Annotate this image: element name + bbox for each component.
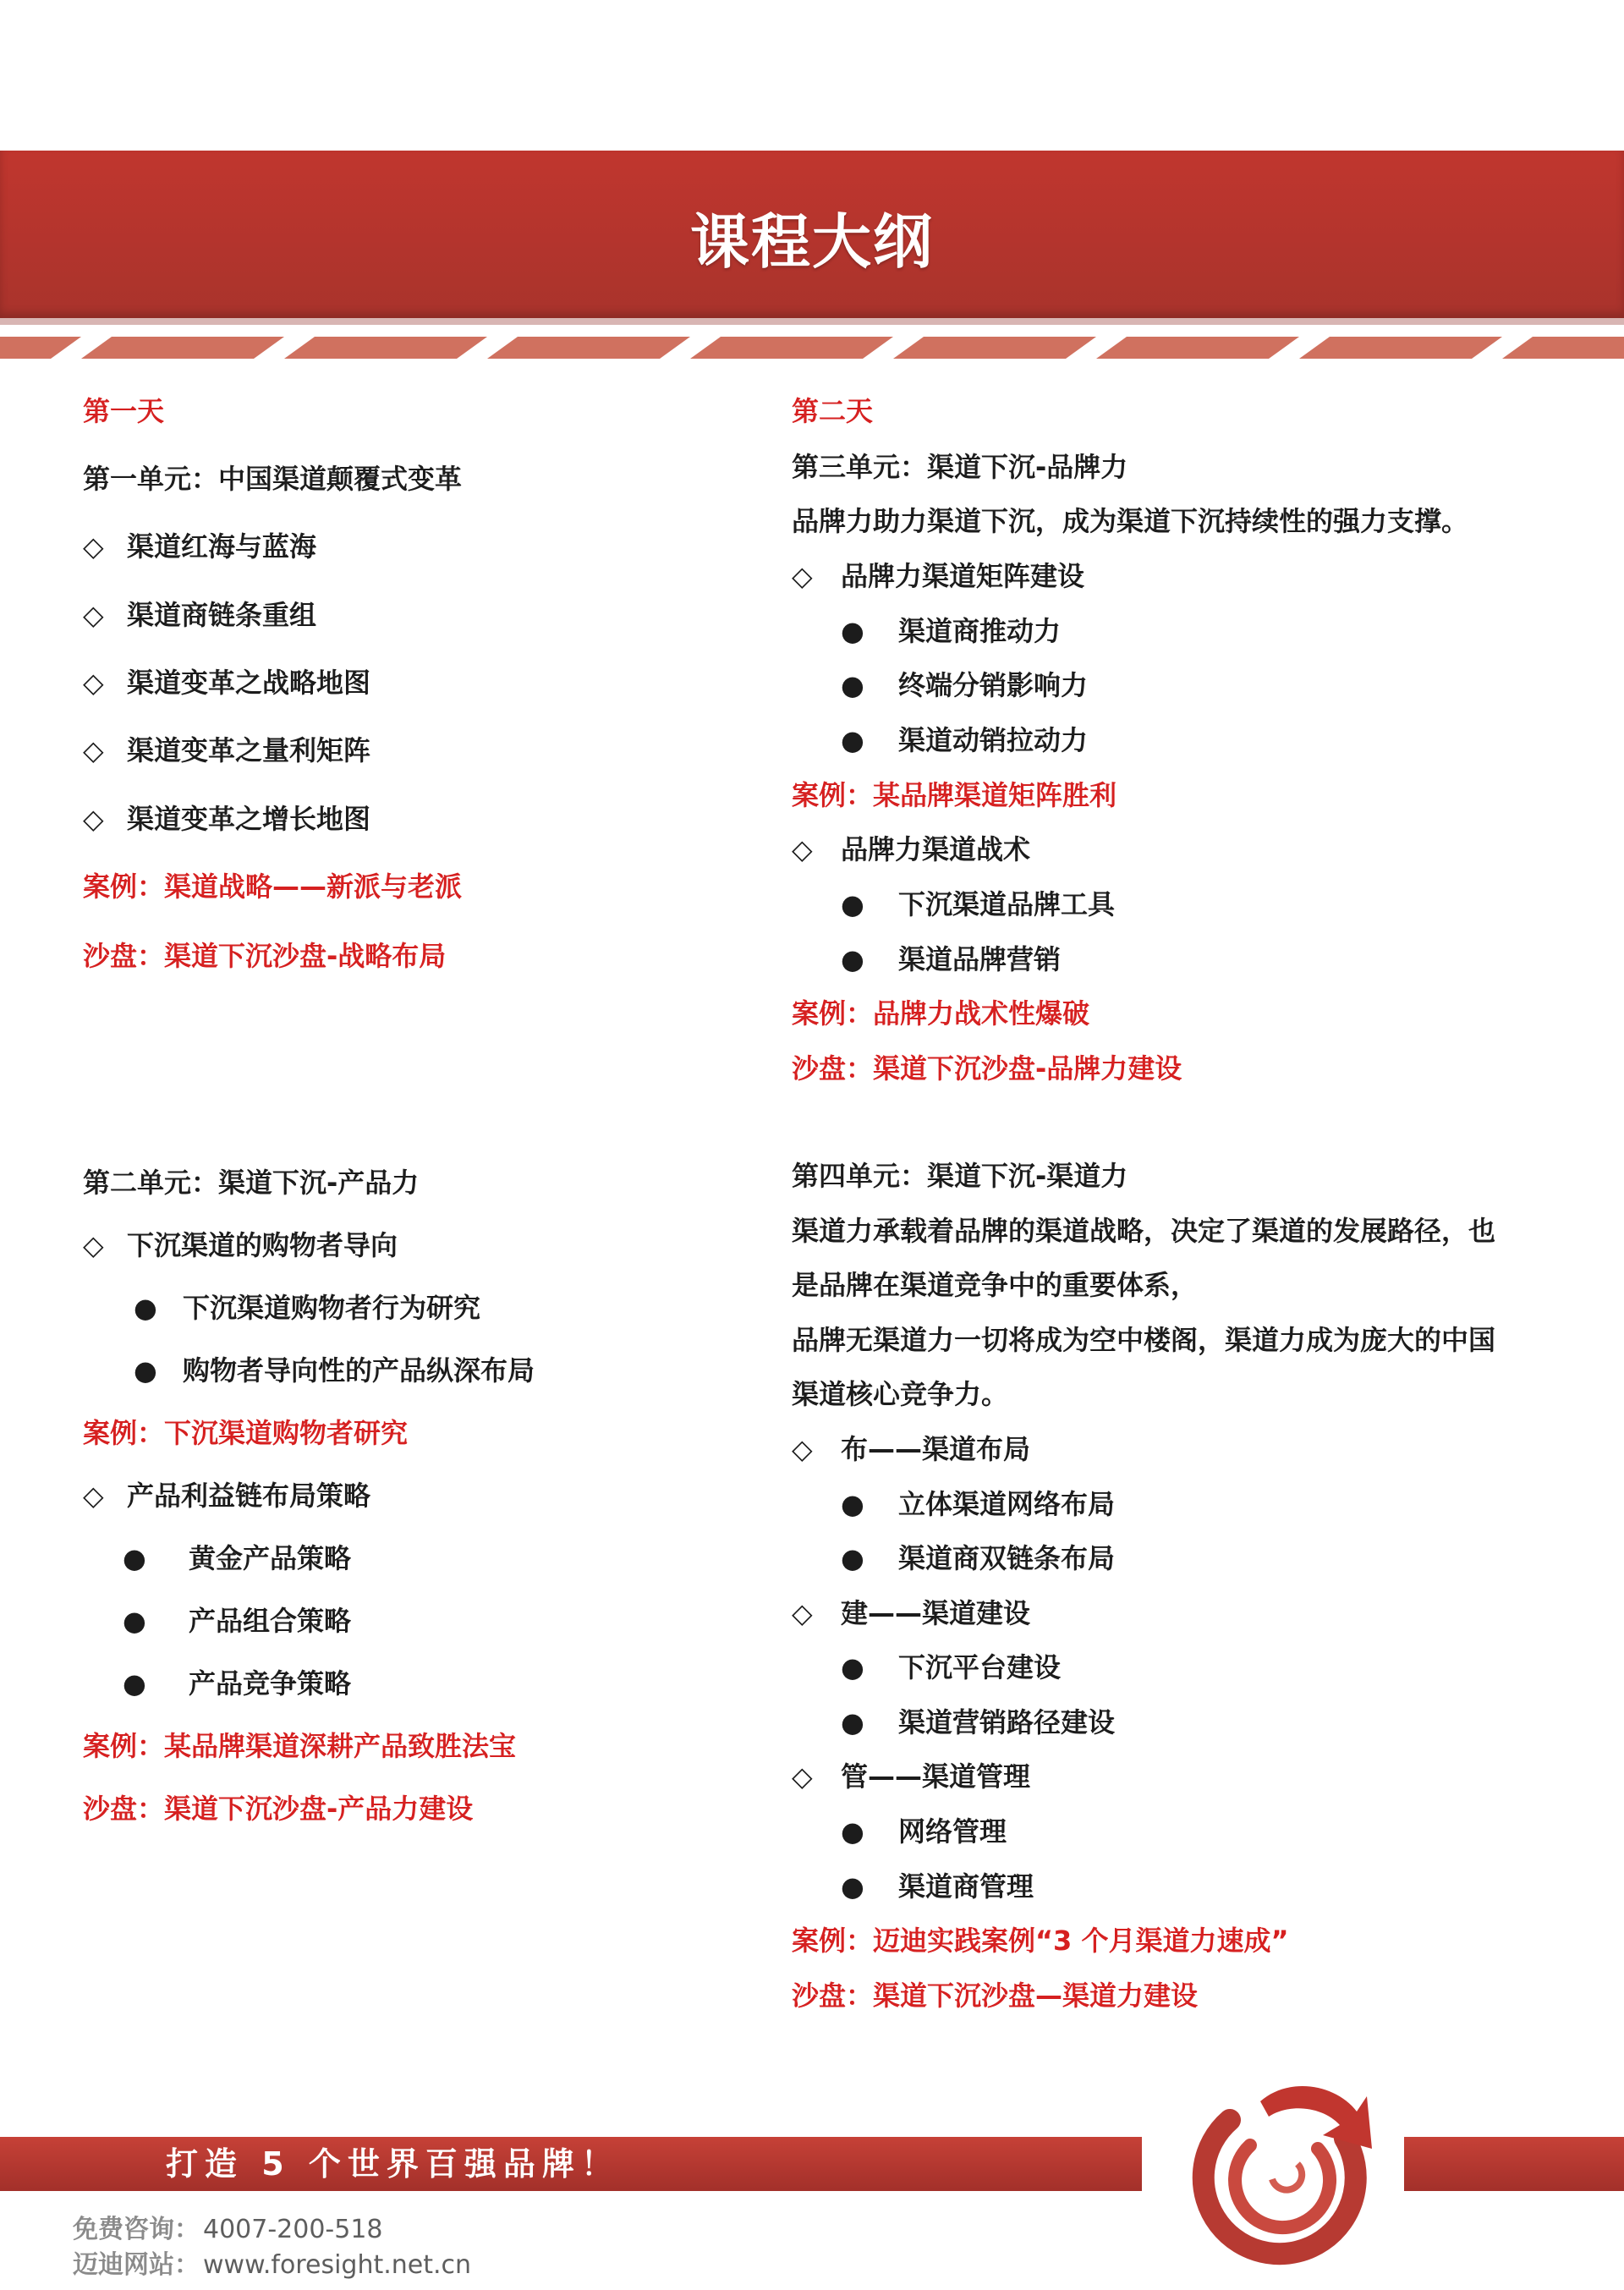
unit3-point: ● 渠道动销拉动力	[841, 724, 1089, 756]
unit3-point: ● 下沉渠道品牌工具	[841, 888, 1116, 920]
unit4-case: 案例：迈迪实践案例“3 个月渠道力速成”	[792, 1925, 1289, 1957]
unit3-point: ● 渠道商推动力	[841, 615, 1062, 647]
unit3-topic: ◇ 品牌力渠道战术	[792, 833, 1031, 865]
unit1-item: ◇ 渠道商链条重组	[83, 599, 317, 631]
header-banner	[0, 151, 1624, 364]
unit2-topic: ◇ 下沉渠道的购物者导向	[83, 1229, 398, 1261]
footer-consult: 免费咨询： 4007-200-518	[73, 2215, 383, 2244]
diamond-icon: ◇	[83, 1480, 104, 1512]
site-link[interactable]: www.foresight.net.cn	[203, 2250, 472, 2280]
bullet-icon: ●	[841, 1706, 864, 1738]
logo-circular-arrow-icon	[1179, 2061, 1387, 2269]
unit4-topic: ◇ 布——渠道布局	[792, 1433, 1031, 1465]
diamond-icon: ◇	[792, 560, 813, 592]
day2-heading: 第二天	[792, 395, 874, 427]
unit1-item: ◇ 渠道变革之增长地图	[83, 803, 371, 835]
unit2-point: ● 黄金产品策略	[123, 1542, 352, 1574]
unit2-sandbox: 沙盘：渠道下沉沙盘-产品力建设	[83, 1793, 474, 1825]
bullet-icon: ●	[841, 1651, 864, 1683]
unit1-case: 案例：渠道战略——新派与老派	[83, 870, 463, 903]
unit4-desc-line: 品牌无渠道力一切将成为空中楼阁，渠道力成为庞大的中国	[792, 1324, 1496, 1356]
diamond-icon: ◇	[83, 1229, 104, 1261]
unit4-point: ● 下沉平台建设	[841, 1651, 1062, 1683]
unit2-title: 第二单元：渠道下沉-产品力	[83, 1167, 420, 1199]
unit2-topic: ◇ 产品利益链布局策略	[83, 1480, 371, 1512]
bullet-icon: ●	[841, 943, 864, 975]
unit3-desc: 品牌力助力渠道下沉，成为渠道下沉持续性的强力支撑。	[792, 505, 1469, 537]
bullet-icon: ●	[841, 615, 864, 647]
unit2-case: 案例：某品牌渠道深耕产品致胜法宝	[83, 1730, 517, 1762]
unit4-point: ● 网络管理	[841, 1815, 1007, 1848]
bullet-icon: ●	[134, 1354, 157, 1387]
unit4-point: ● 渠道商管理	[841, 1870, 1034, 1903]
bullet-icon: ●	[841, 888, 864, 920]
unit2-case: 案例：下沉渠道购物者研究	[83, 1417, 409, 1449]
bullet-icon: ●	[841, 669, 864, 701]
page-title: 课程大纲	[690, 207, 934, 277]
unit4-topic: ◇ 建——渠道建设	[792, 1597, 1031, 1629]
unit3-title: 第三单元：渠道下沉-品牌力	[792, 451, 1128, 483]
bullet-icon: ●	[841, 1542, 864, 1574]
bullet-icon: ●	[841, 1870, 864, 1903]
footer-slogan: 打造 5 个世界百强品牌！	[166, 2145, 620, 2183]
unit4-desc-line: 是品牌在渠道竞争中的重要体系，	[792, 1269, 1199, 1301]
bullet-icon: ●	[841, 1488, 864, 1520]
bullet-icon: ●	[841, 724, 864, 756]
unit3-case: 案例：品牌力战术性爆破	[792, 997, 1090, 1030]
unit1-sandbox: 沙盘：渠道下沉沙盘-战略布局	[83, 940, 447, 972]
diamond-icon: ◇	[792, 833, 813, 865]
unit4-topic: ◇ 管——渠道管理	[792, 1760, 1031, 1793]
diamond-icon: ◇	[83, 667, 104, 699]
footer-site: 迈迪网站： www.foresight.net.cn	[73, 2250, 472, 2280]
unit4-point: ● 渠道营销路径建设	[841, 1706, 1116, 1738]
unit1-item: ◇ 渠道变革之量利矩阵	[83, 734, 371, 766]
unit3-topic: ◇ 品牌力渠道矩阵建设	[792, 560, 1085, 592]
bullet-icon: ●	[841, 1815, 864, 1848]
diamond-icon: ◇	[792, 1433, 813, 1465]
diamond-icon: ◇	[83, 530, 104, 563]
header-stripes	[0, 318, 1624, 364]
unit4-point: ● 立体渠道网络布局	[841, 1488, 1116, 1520]
day1-heading: 第一天	[83, 395, 165, 427]
unit4-title: 第四单元：渠道下沉-渠道力	[792, 1160, 1128, 1192]
diamond-icon: ◇	[83, 734, 104, 766]
unit2-point: ● 产品组合策略	[123, 1605, 352, 1637]
unit3-case: 案例：某品牌渠道矩阵胜利	[792, 779, 1117, 811]
diamond-icon: ◇	[83, 803, 104, 835]
unit2-point: ● 下沉渠道购物者行为研究	[134, 1292, 481, 1324]
diamond-icon: ◇	[792, 1597, 813, 1629]
unit1-item: ◇ 渠道变革之战略地图	[83, 667, 371, 699]
unit4-sandbox: 沙盘：渠道下沉沙盘—渠道力建设	[792, 1980, 1199, 2012]
unit1-title: 第一单元：中国渠道颠覆式变革	[83, 463, 463, 495]
consult-phone[interactable]: 4007-200-518	[203, 2215, 383, 2244]
unit3-point: ● 渠道品牌营销	[841, 943, 1062, 975]
bullet-icon: ●	[123, 1605, 146, 1637]
unit3-point: ● 终端分销影响力	[841, 669, 1089, 701]
diamond-icon: ◇	[83, 599, 104, 631]
unit3-sandbox: 沙盘：渠道下沉沙盘-品牌力建设	[792, 1052, 1182, 1085]
bullet-icon: ●	[123, 1667, 146, 1700]
unit1-item: ◇ 渠道红海与蓝海	[83, 530, 317, 563]
unit4-desc-line: 渠道力承载着品牌的渠道战略，决定了渠道的发展路径，也	[792, 1215, 1496, 1247]
unit2-point: ● 购物者导向性的产品纵深布局	[134, 1354, 535, 1387]
diamond-icon: ◇	[792, 1760, 813, 1793]
bullet-icon: ●	[123, 1542, 146, 1574]
unit2-point: ● 产品竞争策略	[123, 1667, 352, 1700]
bullet-icon: ●	[134, 1292, 157, 1324]
unit4-desc-line: 渠道核心竞争力。	[792, 1378, 1009, 1410]
unit4-point: ● 渠道商双链条布局	[841, 1542, 1116, 1574]
